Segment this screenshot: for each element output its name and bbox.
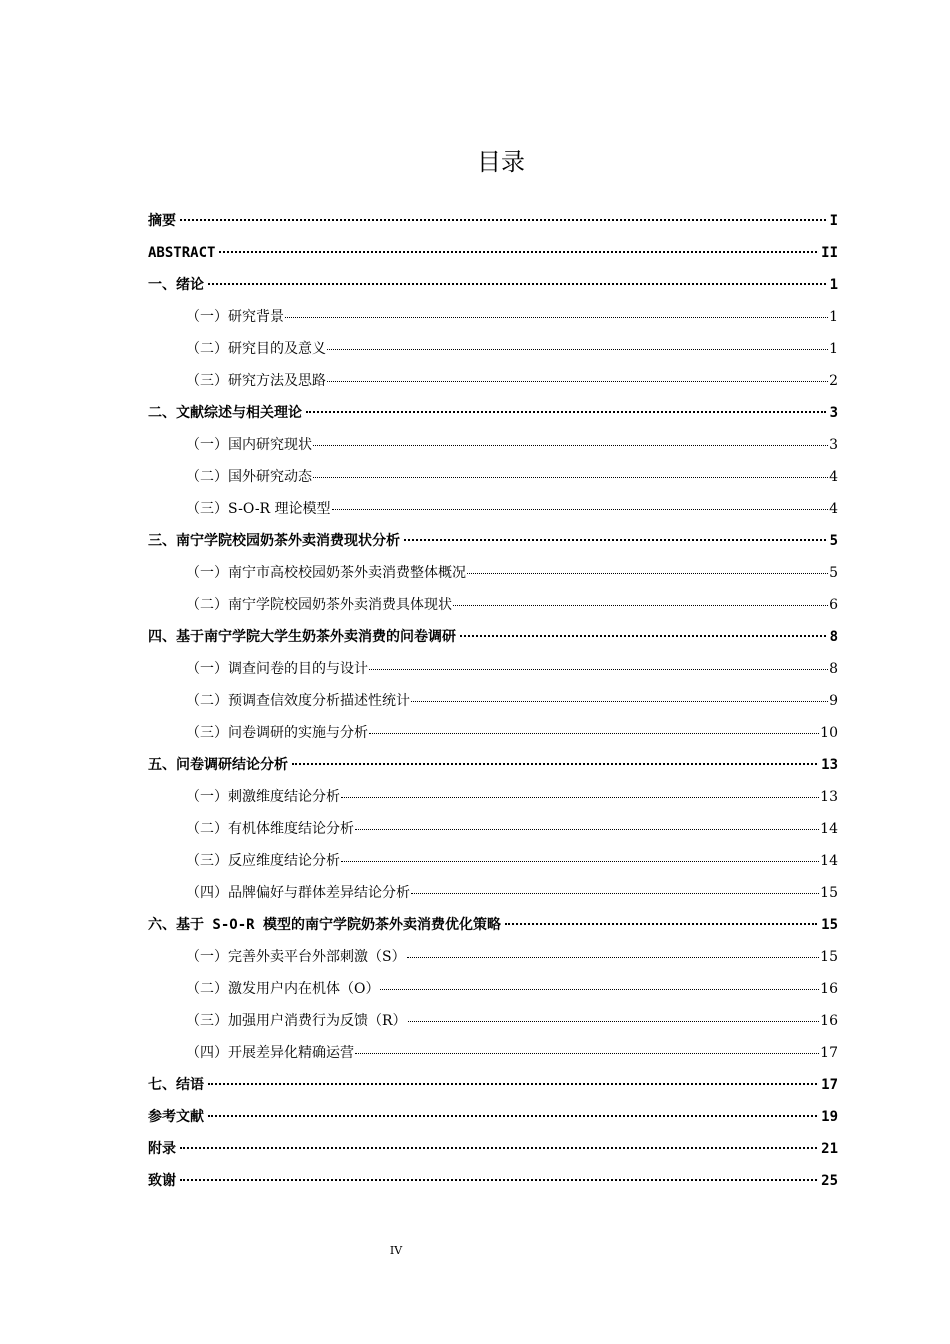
dot-leader — [355, 829, 819, 830]
toc-entry-label: （一）调查问卷的目的与设计 — [186, 661, 368, 677]
toc-entry-label: ABSTRACT — [148, 245, 216, 261]
toc-entry-label: 三、南宁学院校园奶茶外卖消费现状分析 — [148, 533, 400, 549]
toc-chapter-entry[interactable] — [148, 205, 838, 237]
toc-chapter-entry[interactable] — [148, 397, 838, 429]
toc-entry-page: 14 — [820, 853, 838, 869]
toc-chapter-entry[interactable] — [148, 237, 838, 269]
toc-section-entry[interactable] — [148, 781, 838, 813]
toc-chapter-entry[interactable] — [148, 525, 838, 557]
toc-section-entry[interactable] — [148, 685, 838, 717]
toc-entry-label: （一）国内研究现状 — [186, 437, 312, 453]
dot-leader — [208, 1083, 817, 1085]
toc-section-entry[interactable] — [148, 717, 838, 749]
toc-entry-label: （二）南宁学院校园奶茶外卖消费具体现状 — [186, 597, 452, 613]
toc-entry-page: 3 — [829, 405, 838, 421]
toc-entry-page: 15 — [820, 885, 838, 901]
toc-entry-page: 3 — [829, 437, 838, 453]
page-number: IV — [389, 1244, 403, 1257]
toc-chapter-entry[interactable] — [148, 621, 838, 653]
toc-entry-page: 13 — [821, 757, 838, 773]
page-title: 目录 — [477, 148, 525, 176]
toc-entry-page: 1 — [829, 277, 838, 293]
dot-leader — [380, 989, 819, 990]
dot-leader — [460, 635, 826, 637]
toc-entry-page: 10 — [820, 725, 838, 741]
toc-entry-label: 六、基于 S-O-R 模型的南宁学院奶茶外卖消费优化策略 — [148, 917, 501, 933]
toc-entry-page: 8 — [829, 661, 838, 677]
dot-leader — [453, 605, 828, 606]
table-of-contents — [148, 205, 838, 1197]
dot-leader — [313, 445, 828, 446]
dot-leader — [369, 733, 819, 734]
toc-entry-label: （二）研究目的及意义 — [186, 341, 326, 357]
toc-entry-label: （三）S-O-R 理论模型 — [186, 501, 331, 517]
toc-section-entry[interactable] — [148, 813, 838, 845]
toc-entry-page: 6 — [829, 597, 838, 613]
toc-section-entry[interactable] — [148, 301, 838, 333]
dot-leader — [285, 317, 828, 318]
toc-chapter-entry[interactable] — [148, 269, 838, 301]
toc-entry-page: 2 — [829, 373, 838, 389]
dot-leader — [292, 763, 817, 765]
toc-chapter-entry[interactable] — [148, 749, 838, 781]
toc-entry-page: 17 — [821, 1077, 838, 1093]
toc-entry-page: I — [829, 213, 838, 229]
dot-leader — [327, 349, 828, 350]
dot-leader — [341, 861, 819, 862]
toc-section-entry[interactable] — [148, 365, 838, 397]
toc-entry-page: 14 — [820, 821, 838, 837]
toc-section-entry[interactable] — [148, 653, 838, 685]
toc-entry-page: 25 — [821, 1173, 838, 1189]
toc-entry-page: 4 — [829, 469, 838, 485]
toc-entry-label: 七、结语 — [148, 1077, 204, 1093]
toc-entry-page: 1 — [829, 341, 838, 357]
toc-entry-page: 16 — [820, 1013, 838, 1029]
toc-entry-label: 摘要 — [148, 213, 176, 229]
toc-entry-label: 致谢 — [148, 1173, 176, 1189]
toc-entry-label: （四）品牌偏好与群体差异结论分析 — [186, 885, 410, 901]
toc-entry-label: 四、基于南宁学院大学生奶茶外卖消费的问卷调研 — [148, 629, 456, 645]
toc-section-entry[interactable] — [148, 941, 838, 973]
dot-leader — [467, 573, 828, 574]
toc-entry-label: 一、绪论 — [148, 277, 204, 293]
toc-section-entry[interactable] — [148, 429, 838, 461]
toc-entry-page: 17 — [820, 1045, 838, 1061]
toc-entry-page: 15 — [820, 949, 838, 965]
dot-leader — [180, 219, 826, 221]
dot-leader — [306, 411, 826, 413]
dot-leader — [341, 797, 819, 798]
toc-entry-label: （二）有机体维度结论分析 — [186, 821, 354, 837]
toc-section-entry[interactable] — [148, 557, 838, 589]
toc-section-entry[interactable] — [148, 877, 838, 909]
toc-entry-label: （三）加强用户消费行为反馈（R） — [186, 1013, 407, 1029]
toc-entry-page: 15 — [821, 917, 838, 933]
toc-entry-page: 9 — [829, 693, 838, 709]
dot-leader — [369, 669, 828, 670]
toc-section-entry[interactable] — [148, 461, 838, 493]
toc-entry-page: 21 — [821, 1141, 838, 1157]
dot-leader — [332, 509, 829, 510]
dot-leader — [505, 923, 817, 925]
toc-chapter-entry[interactable] — [148, 1069, 838, 1101]
toc-section-entry[interactable] — [148, 1037, 838, 1069]
toc-entry-label: （一）刺激维度结论分析 — [186, 789, 340, 805]
toc-entry-label: （四）开展差异化精确运营 — [186, 1045, 354, 1061]
dot-leader — [313, 477, 828, 478]
toc-entry-page: 4 — [829, 501, 838, 517]
dot-leader — [180, 1179, 817, 1181]
toc-entry-label: （一）南宁市高校校园奶茶外卖消费整体概况 — [186, 565, 466, 581]
dot-leader — [208, 1115, 817, 1117]
toc-entry-label: （三）反应维度结论分析 — [186, 853, 340, 869]
toc-entry-label: 五、问卷调研结论分析 — [148, 757, 288, 773]
toc-entry-label: 参考文献 — [148, 1109, 204, 1125]
toc-section-entry[interactable] — [148, 493, 838, 525]
toc-chapter-entry[interactable] — [148, 1165, 838, 1197]
dot-leader — [355, 1053, 819, 1054]
toc-section-entry[interactable] — [148, 845, 838, 877]
dot-leader — [219, 251, 817, 253]
toc-section-entry[interactable] — [148, 973, 838, 1005]
dot-leader — [327, 381, 828, 382]
toc-entry-page: 5 — [829, 565, 838, 581]
toc-entry-page: 13 — [820, 789, 838, 805]
toc-section-entry[interactable] — [148, 1005, 838, 1037]
toc-entry-label: （一）研究背景 — [186, 309, 284, 325]
toc-entry-page: II — [821, 245, 838, 261]
toc-entry-label: 附录 — [148, 1141, 176, 1157]
toc-entry-page: 1 — [829, 309, 838, 325]
toc-chapter-entry[interactable] — [148, 909, 838, 941]
toc-entry-label: （二）预调查信效度分析描述性统计 — [186, 693, 410, 709]
dot-leader — [411, 893, 819, 894]
toc-entry-label: （二）国外研究动态 — [186, 469, 312, 485]
toc-entry-page: 5 — [829, 533, 838, 549]
dot-leader — [208, 283, 826, 285]
toc-entry-label: （一）完善外卖平台外部刺激（S） — [186, 949, 406, 965]
toc-chapter-entry[interactable] — [148, 1101, 838, 1133]
toc-entry-label: （三）研究方法及思路 — [186, 373, 326, 389]
toc-entry-page: 16 — [820, 981, 838, 997]
dot-leader — [408, 1021, 820, 1022]
toc-entry-label: （二）激发用户内在机体（O） — [186, 981, 380, 997]
dot-leader — [404, 539, 826, 541]
toc-entry-label: （三）问卷调研的实施与分析 — [186, 725, 368, 741]
toc-chapter-entry[interactable] — [148, 1133, 838, 1165]
toc-entry-page: 19 — [821, 1109, 838, 1125]
dot-leader — [180, 1147, 817, 1149]
dot-leader — [407, 957, 820, 958]
toc-entry-page: 8 — [829, 629, 838, 645]
toc-entry-label: 二、文献综述与相关理论 — [148, 405, 302, 421]
dot-leader — [411, 701, 828, 702]
toc-section-entry[interactable] — [148, 589, 838, 621]
toc-section-entry[interactable] — [148, 333, 838, 365]
